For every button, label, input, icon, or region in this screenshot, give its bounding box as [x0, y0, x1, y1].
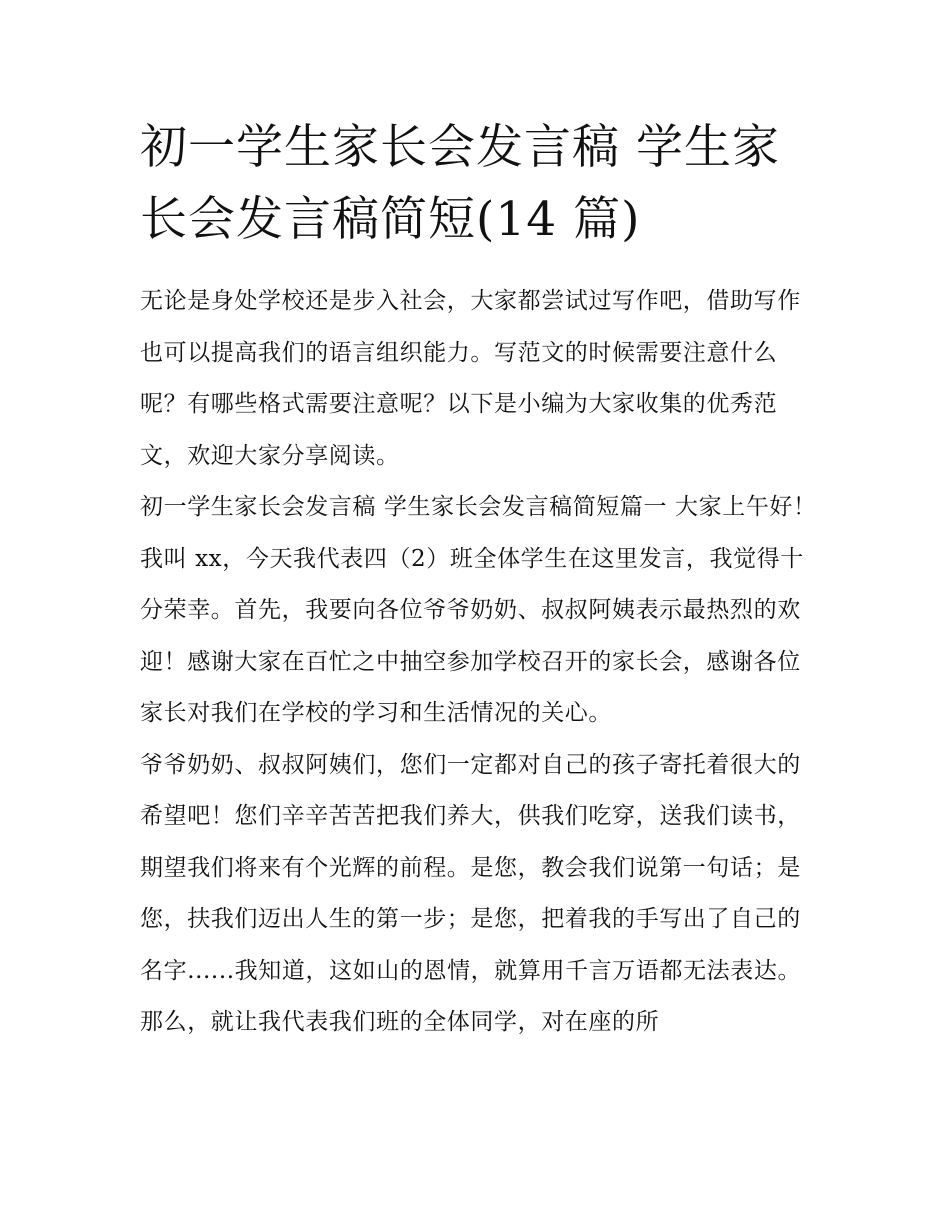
paragraph-heading-1: 初一学生家长会发言稿 学生家长会发言稿简短篇一 大家上午好！: [140, 494, 817, 520]
paragraph-intro: 无论是身处学校还是步入社会，大家都尝试过写作吧，借助写作也可以提高我们的语言组织能力。写范文的时候需要注意什么呢？有哪些格式需要注意呢？以下是小编为大家收集的优秀范文，欢迎大家分享阅读。: [140, 288, 801, 469]
document-title: 初一学生家长会发言稿 学生家长会发言稿简短(14 篇): [140, 120, 780, 247]
paragraph-self-intro: 我叫 xx，今天我代表四（2）班全体学生在这里发言，我觉得十分荣幸。首先，我要向各位爷爷奶奶、叔叔阿姨表示最热烈的欢迎！感谢大家在百忙之中抽空参加学校召开的家长会，感谢各位家长对我们在学校的学习和生活情况的关心。: [140, 545, 804, 726]
document-body: [140, 276, 820, 1049]
paragraph-gratitude: 爷爷奶奶、叔叔阿姨们，您们一定都对自己的孩子寄托着很大的希望吧！您们辛辛苦苦把我们养大，供我们吃穿，送我们读书，期望我们将来有个光辉的前程。是您，教会我们说第一句话；是您，扶我们迈出人生的第一步；是您，把着我的手写出了自己的名字......我知道，这如山的恩情，就算用千言万语都无法表达。那么，就让我代表我们班的全体同学，对在座的所: [140, 751, 802, 1035]
